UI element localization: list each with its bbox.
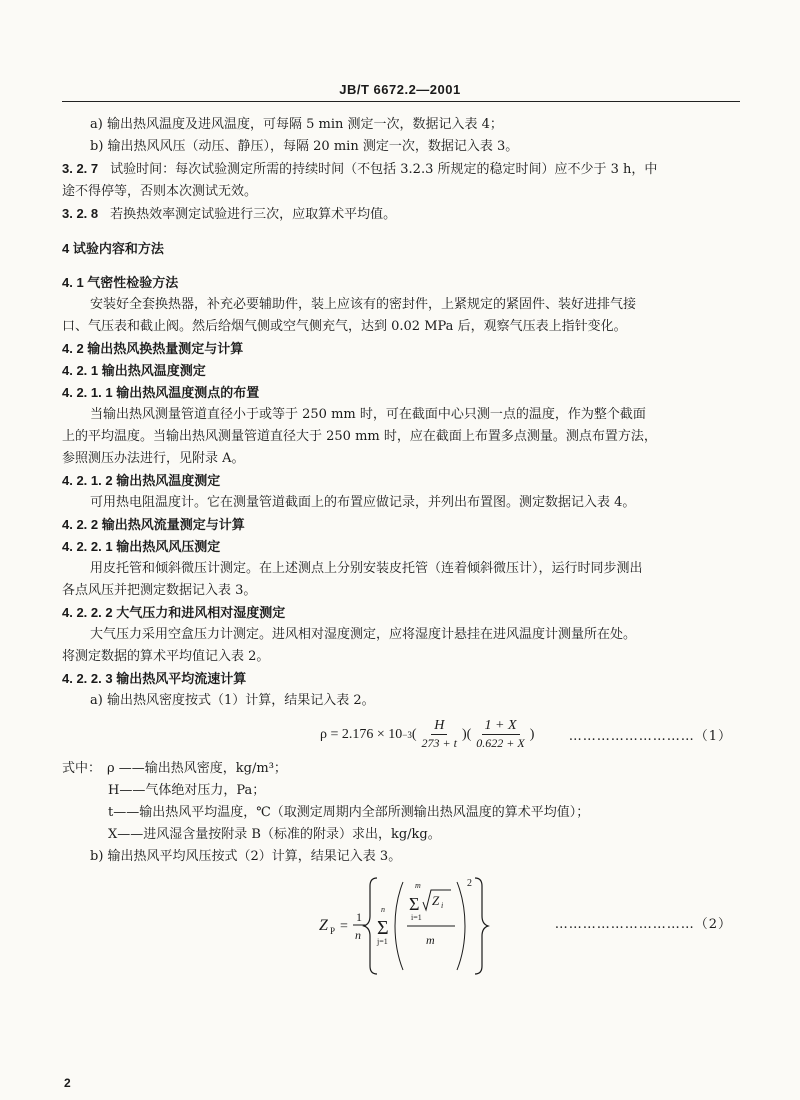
section-4-heading: 4 试验内容和方法 — [62, 241, 164, 256]
section-4-2-1-2-heading: 4. 2. 1. 2 输出热风温度测定 — [62, 473, 221, 488]
formula-1-exponent: −3 — [402, 729, 412, 740]
paragraph: 当输出热风测量管道直径小于或等于 250 mm 时，可在截面中心只测一点的温度，作为整个截面 — [90, 407, 646, 422]
formula-1-fraction-a: $\frac{H}{273 + t}$ — [421, 718, 457, 750]
inner-sum-top: m — [415, 881, 421, 890]
paragraph: 各点风压并把测定数据记入表 3。 — [62, 583, 257, 598]
section-4-2-2-3-heading: 4. 2. 2. 3 输出热风平均流速计算 — [62, 671, 247, 686]
item-a-temperature: a) 输出热风温度及进风温度，可每隔 5 min 测定一次，数据记入表 4； — [90, 117, 503, 132]
clause-3-2-8 — [62, 203, 742, 226]
clause-number: 3. 2. 7 — [62, 161, 99, 176]
where-rho: 式中： ρ ——输出热风密度，kg/m³； — [62, 761, 287, 776]
item-b-pressure: b) 输出热风风压（动压、静压），每隔 20 min 测定一次，数据记入表 3。 — [90, 139, 519, 154]
formula-2-m: m — [426, 933, 435, 947]
sqrt-z-subscript: i — [441, 901, 444, 910]
formula-1: ρ = 2.176 × 10 −3 ( $\frac{H}{273 + t}$ )( $\frac{1 + X}{0.622 + X}$ ) — [320, 718, 535, 750]
clause-3-2-7-line-1 — [62, 158, 742, 181]
clause-number: 3. 2. 8 — [62, 206, 99, 221]
right-brace — [475, 878, 488, 974]
outer-sum-bottom: j=1 — [377, 937, 388, 946]
clause-text: 若换热效率测定试验进行三次，应取算术平均值。 — [110, 207, 397, 222]
where-t: t——输出热风平均温度，℃（取测定周期内全部所测输出热风温度的算术平均值）； — [108, 805, 590, 820]
where-X: X——进风湿含量按附录 B（标准的附录）求出，kg/kg。 — [108, 827, 441, 842]
sqrt-z: Z — [432, 893, 440, 908]
item-a-density: a) 输出热风密度按式（1）计算，结果记入表 2。 — [90, 693, 375, 708]
clause-3-2-7-line-2: 途不得停等，否则本次测试无效。 — [62, 184, 258, 199]
left-paren — [395, 882, 403, 970]
page-number: 2 — [64, 1076, 71, 1090]
formula-2-one: 1 — [356, 910, 362, 924]
paragraph: 可用热电阻温度计。它在测量管道截面上的布置应做记录，并列出布置图。测定数据记入表 4。 — [90, 495, 636, 510]
section-4-1-heading: 4. 1 气密性检验方法 — [62, 275, 179, 290]
right-paren — [457, 882, 465, 970]
clause-text: 试验时间：每次试验测定所需的持续时间（不包括 3.2.3 所规定的稳定时间）应不少于 3 h，中 — [110, 162, 658, 177]
section-4-2-2-heading: 4. 2. 2 输出热风流量测定与计算 — [62, 517, 245, 532]
paragraph: 参照测压办法进行，见附录 A。 — [62, 451, 245, 466]
formula-2-row — [62, 868, 742, 980]
formula-1-row — [62, 712, 742, 758]
inner-sum-sign: Σ — [409, 894, 420, 914]
formula-2-lhs-subscript: P — [330, 926, 336, 936]
paragraph: 口、气压表和截止阀。然后给烟气侧或空气侧充气，达到 0.02 MPa 后，观察气压表上指针变化。 — [62, 319, 627, 334]
section-4-2-2-2-heading: 4. 2. 2. 2 大气压力和进风相对湿度测定 — [62, 605, 286, 620]
paragraph: 大气压力采用空盒压力计测定。进风相对湿度测定，应将湿度计悬挂在进风温度计测量所在处。 — [90, 627, 637, 642]
formula-2-number: …………………………（2） — [554, 917, 732, 932]
page-content — [62, 114, 742, 980]
formula-1-number: ………………………（1） — [568, 729, 732, 744]
formula-1-lhs: ρ = 2.176 × 10 — [320, 726, 403, 742]
formula-2 — [317, 872, 537, 976]
page-header: JB/T 6672.2—2001 — [339, 82, 461, 97]
paragraph: 安装好全套换热器，补充必要辅助件，装上应该有的密封件，上紧规定的紧固件、装好进排气接 — [90, 297, 637, 312]
outer-sum-sign: Σ — [377, 917, 389, 939]
formula-1-fraction-b: $\frac{1 + X}{0.622 + X}$ — [476, 718, 525, 750]
formula-2-power: 2 — [467, 878, 472, 889]
paragraph: 上的平均温度。当输出热风测量管道直径大于 250 mm 时，应在截面上布置多点测量。测点布置方法， — [62, 429, 657, 444]
formula-2-lhs: Z — [319, 917, 328, 934]
where-label: 式中： — [62, 761, 102, 776]
left-brace — [364, 878, 377, 974]
inner-sum-bottom: i=1 — [411, 913, 422, 922]
paragraph: 将测定数据的算术平均值记入表 2。 — [62, 649, 270, 664]
header-rule — [62, 101, 740, 102]
outer-sum-top: n — [381, 905, 385, 914]
paragraph: 用皮托管和倾斜微压计测定。在上述测点上分别安装皮托管（连着倾斜微压计），运行时同步测出 — [90, 561, 643, 576]
formula-2-n: n — [355, 928, 361, 942]
section-4-2-2-1-heading: 4. 2. 2. 1 输出热风风压测定 — [62, 539, 221, 554]
section-4-2-heading: 4. 2 输出热风换热量测定与计算 — [62, 341, 244, 356]
svg-text:=: = — [340, 919, 348, 934]
section-4-2-1-1-heading: 4. 2. 1. 1 输出热风温度测点的布置 — [62, 385, 260, 400]
item-b-mean-pressure: b) 输出热风平均风压按式（2）计算，结果记入表 3。 — [90, 849, 402, 864]
section-4-2-1-heading: 4. 2. 1 输出热风温度测定 — [62, 363, 206, 378]
where-H: H——气体绝对压力，Pa； — [108, 783, 266, 798]
